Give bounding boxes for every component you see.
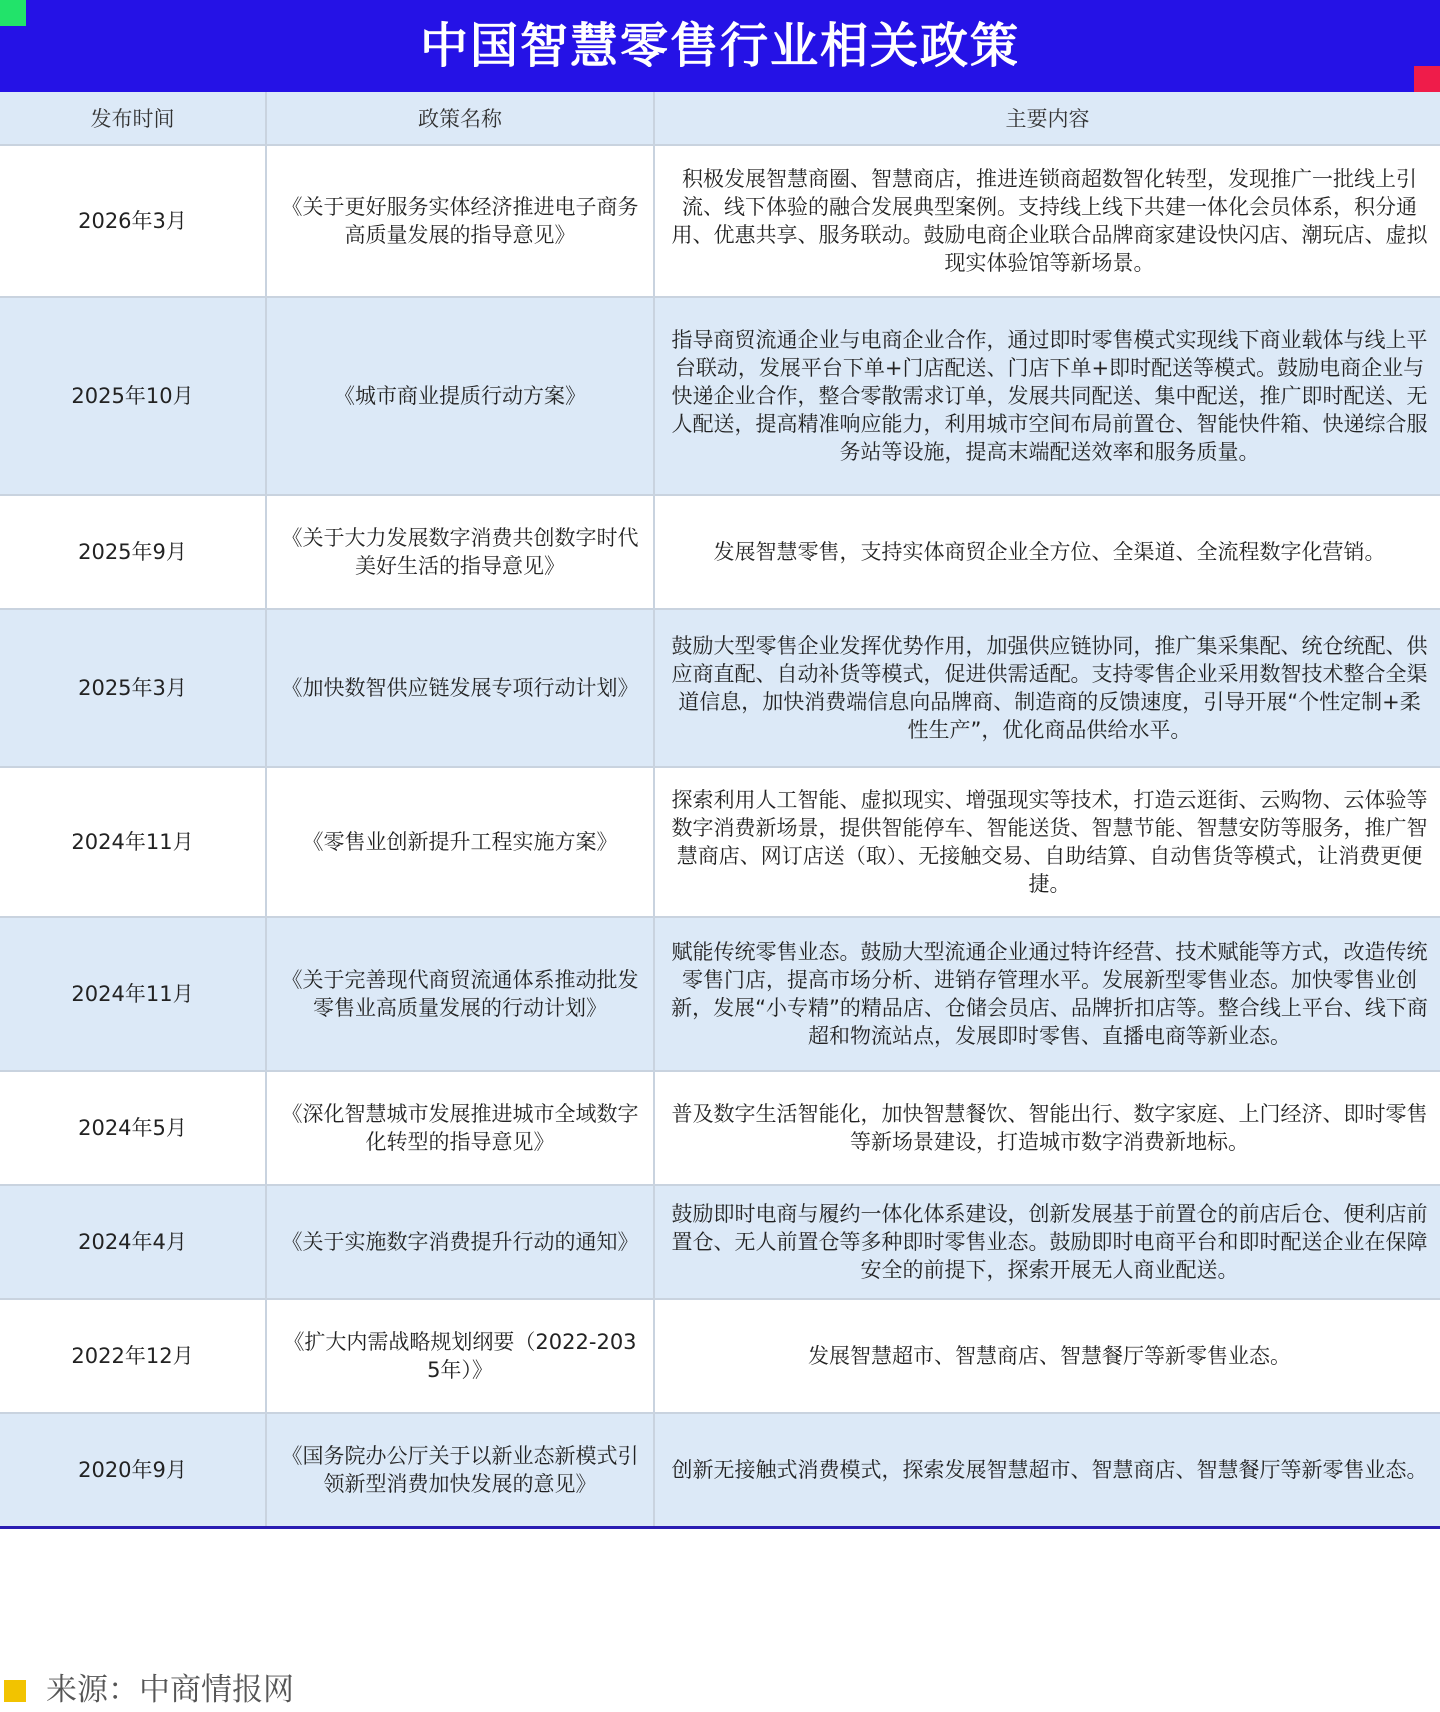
row-date: 2024年11月 (0, 917, 266, 1071)
row-content: 鼓励即时电商与履约一体化体系建设，创新发展基于前置仓的前店后仓、便利店前置仓、无人前置仓等多种即时零售业态。鼓励即时电商平台和即时配送企业在保障安全的前提下，探索开展无人商业配送。 (654, 1185, 1440, 1299)
row-date: 2022年12月 (0, 1299, 266, 1413)
row-content: 鼓励大型零售企业发挥优势作用，加强供应链协同，推广集采集配、统仓统配、供应商直配、自动补货等模式，促进供需适配。支持零售企业采用数智技术整合全渠道信息，加快消费端信息向品牌商、制造商的反馈速度，引导开展“个性定制+柔性生产”，优化商品供给水平。 (654, 609, 1440, 767)
table-row (0, 1185, 1440, 1299)
table-row (0, 495, 1440, 609)
header-content: 主要内容 (654, 92, 1440, 145)
row-date: 2024年11月 (0, 767, 266, 917)
row-content: 赋能传统零售业态。鼓励大型流通企业通过特许经营、技术赋能等方式，改造传统零售门店，提高市场分析、进销存管理水平。发展新型零售业态。加快零售业创新，发展“小专精”的精品店、仓储会员店、品牌折扣店等。整合线上平台、线下商超和物流站点，发展即时零售、直播电商等新业态。 (654, 917, 1440, 1071)
table-row (0, 1299, 1440, 1413)
row-content: 探索利用人工智能、虚拟现实、增强现实等技术，打造云逛街、云购物、云体验等数字消费新场景，提供智能停车、智能送货、智慧节能、智慧安防等服务，推广智慧商店、网订店送（取）、无接触交易、自助结算、自动售货等模式，让消费更便捷。 (654, 767, 1440, 917)
row-content: 指导商贸流通企业与电商企业合作，通过即时零售模式实现线下商业载体与线上平台联动，发展平台下单+门店配送、门店下单+即时配送等模式。鼓励电商企业与快递企业合作，整合零散需求订单，发展共同配送、集中配送，推广即时配送、无人配送，提高精准响应能力，利用城市空间布局前置仓、智能快件箱、快递综合服务站等设施，提高末端配送效率和服务质量。 (654, 297, 1440, 495)
table-row (0, 145, 1440, 297)
source-note: 来源：中商情报网 (46, 1672, 294, 1708)
row-content: 发展智慧零售，支持实体商贸企业全方位、全渠道、全流程数字化营销。 (654, 495, 1440, 609)
row-content: 发展智慧超市、智慧商店、智慧餐厅等新零售业态。 (654, 1299, 1440, 1413)
table-row (0, 767, 1440, 917)
row-policy-name: 《加快数智供应链发展专项行动计划》 (266, 609, 654, 767)
row-date: 2025年10月 (0, 297, 266, 495)
policy-table (0, 92, 1440, 1529)
row-date: 2020年9月 (0, 1413, 266, 1527)
table-row (0, 609, 1440, 767)
header-policy-name: 政策名称 (266, 92, 654, 145)
row-policy-name: 《关于更好服务实体经济推进电子商务高质量发展的指导意见》 (266, 145, 654, 297)
table-row (0, 297, 1440, 495)
table-row (0, 1071, 1440, 1185)
row-policy-name: 《深化智慧城市发展推进城市全域数字化转型的指导意见》 (266, 1071, 654, 1185)
row-policy-name: 《关于实施数字消费提升行动的通知》 (266, 1185, 654, 1299)
row-content: 普及数字生活智能化，加快智慧餐饮、智能出行、数字家庭、上门经济、即时零售等新场景建设，打造城市数字消费新地标。 (654, 1071, 1440, 1185)
row-policy-name: 《扩大内需战略规划纲要（2022-2035年）》 (266, 1299, 654, 1413)
table-header-row (0, 92, 1440, 145)
footer-marker (4, 1680, 26, 1702)
row-date: 2024年4月 (0, 1185, 266, 1299)
row-policy-name: 《关于完善现代商贸流通体系推动批发零售业高质量发展的行动计划》 (266, 917, 654, 1071)
row-date: 2025年3月 (0, 609, 266, 767)
row-policy-name: 《零售业创新提升工程实施方案》 (266, 767, 654, 917)
row-content: 积极发展智慧商圈、智慧商店，推进连锁商超数智化转型，发现推广一批线上引流、线下体验的融合发展典型案例。支持线上线下共建一体化会员体系，积分通用、优惠共享、服务联动。鼓励电商企业联合品牌商家建设快闪店、潮玩店、虚拟现实体验馆等新场景。 (654, 145, 1440, 297)
row-content: 创新无接触式消费模式，探索发展智慧超市、智慧商店、智慧餐厅等新零售业态。 (654, 1413, 1440, 1527)
row-date: 2024年5月 (0, 1071, 266, 1185)
table-row (0, 917, 1440, 1071)
row-policy-name: 《国务院办公厅关于以新业态新模式引领新型消费加快发展的意见》 (266, 1413, 654, 1527)
row-date: 2026年3月 (0, 145, 266, 297)
row-date: 2025年9月 (0, 495, 266, 609)
row-policy-name: 《城市商业提质行动方案》 (266, 297, 654, 495)
table-row (0, 1413, 1440, 1527)
header-date: 发布时间 (0, 92, 266, 145)
row-policy-name: 《关于大力发展数字消费共创数字时代美好生活的指导意见》 (266, 495, 654, 609)
page-title: 中国智慧零售行业相关政策 (419, 18, 1020, 74)
